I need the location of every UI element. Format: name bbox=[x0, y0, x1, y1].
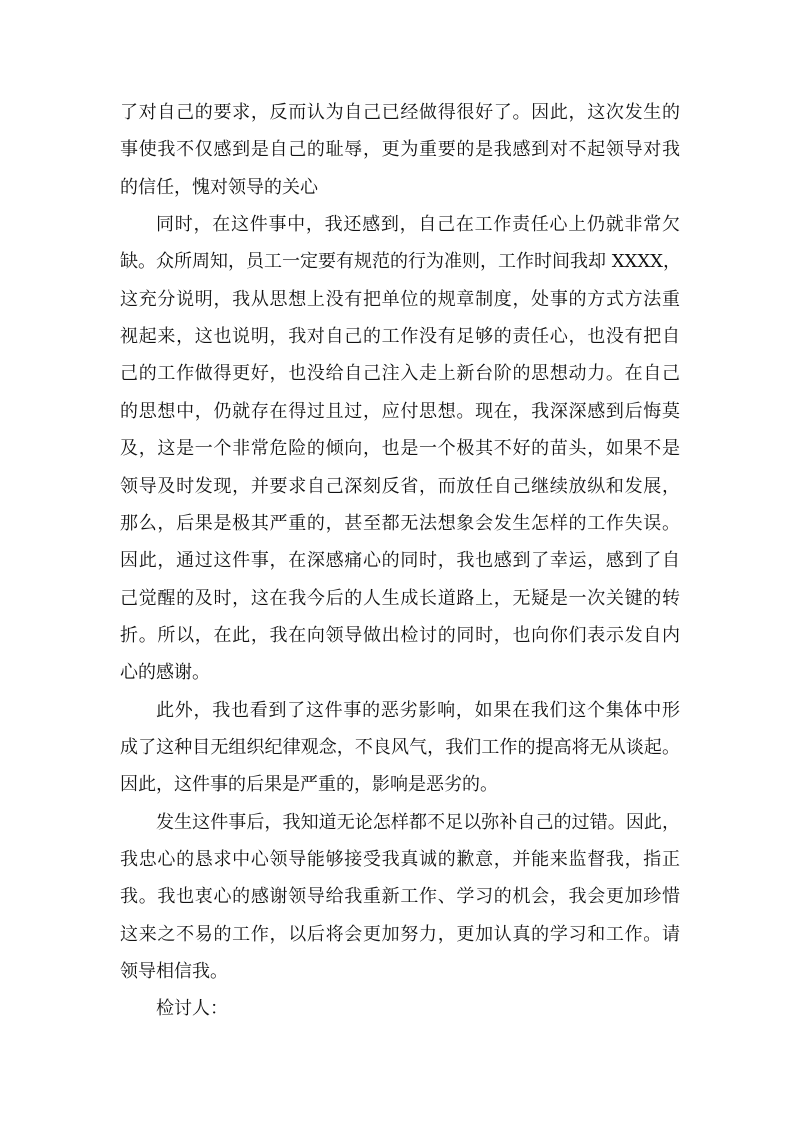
document-line: 那么，后果是极其严重的，甚至都无法想象会发生怎样的工作失误。 bbox=[120, 512, 680, 534]
document-line: 因此，这件事的后果是严重的，影响是恶劣的。 bbox=[120, 774, 498, 796]
document-line: 视起来，这也说明，我对自己的工作没有足够的责任心，也没有把自 bbox=[120, 326, 680, 348]
document-line: 缺。众所周知，员工一定要有规范的行为准则，工作时间我却 XXXX， bbox=[120, 251, 681, 273]
document-line: 事使我不仅感到是自己的耻辱，更为重要的是我感到对不起领导对我 bbox=[120, 139, 680, 161]
document-line: 己的工作做得更好，也没给自己注入走上新台阶的思想动力。在自己 bbox=[120, 363, 680, 385]
document-line: 及，这是一个非常危险的倾向，也是一个极其不好的苗头，如果不是 bbox=[120, 438, 680, 460]
document-line: 折。所以，在此，我在向领导做出检讨的同时，也向你们表示发自内 bbox=[120, 624, 680, 646]
document-line: 领导及时发现，并要求自己深刻反省，而放任自己继续放纵和发展， bbox=[120, 475, 680, 497]
document-line: 检讨人： bbox=[156, 998, 228, 1020]
document-line: 我忠心的恳求中心领导能够接受我真诚的歉意，并能来监督我，指正 bbox=[120, 849, 680, 870]
document-line: 这充分说明，我从思想上没有把单位的规章制度，处事的方式方法重 bbox=[120, 288, 680, 310]
document-line: 了对自己的要求，反而认为自己已经做得很好了。因此，这次发生的 bbox=[120, 102, 680, 123]
document-line: 的思想中，仍就存在得过且过，应付思想。现在，我深深感到后悔莫 bbox=[120, 400, 680, 422]
document-line: 我。我也衷心的感谢领导给我重新工作、学习的机会，我会更加珍惜 bbox=[120, 886, 680, 908]
document-line: 因此，通过这件事，在深感痛心的同时，我也感到了幸运，感到了自 bbox=[120, 550, 680, 572]
document-line: 心的感谢。 bbox=[120, 662, 210, 684]
document-line: 己觉醒的及时，这在我今后的人生成长道路上，无疑是一次关键的转 bbox=[120, 587, 680, 609]
document-line: 成了这种目无组织纪律观念，不良风气，我们工作的提高将无从谈起。 bbox=[120, 736, 680, 758]
document-line: 同时，在这件事中，我还感到，自己在工作责任心上仍就非常欠 bbox=[156, 214, 680, 236]
document-line: 领导相信我。 bbox=[120, 961, 228, 983]
document-line: 发生这件事后，我知道无论怎样都不足以弥补自己的过错。因此， bbox=[156, 811, 680, 833]
document-line: 此外，我也看到了这件事的恶劣影响，如果在我们这个集体中形 bbox=[156, 699, 680, 721]
document-line: 的信任，愧对领导的关心 bbox=[120, 176, 318, 198]
document-line: 这来之不易的工作，以后将会更加努力，更加认真的学习和工作。请 bbox=[120, 923, 680, 945]
